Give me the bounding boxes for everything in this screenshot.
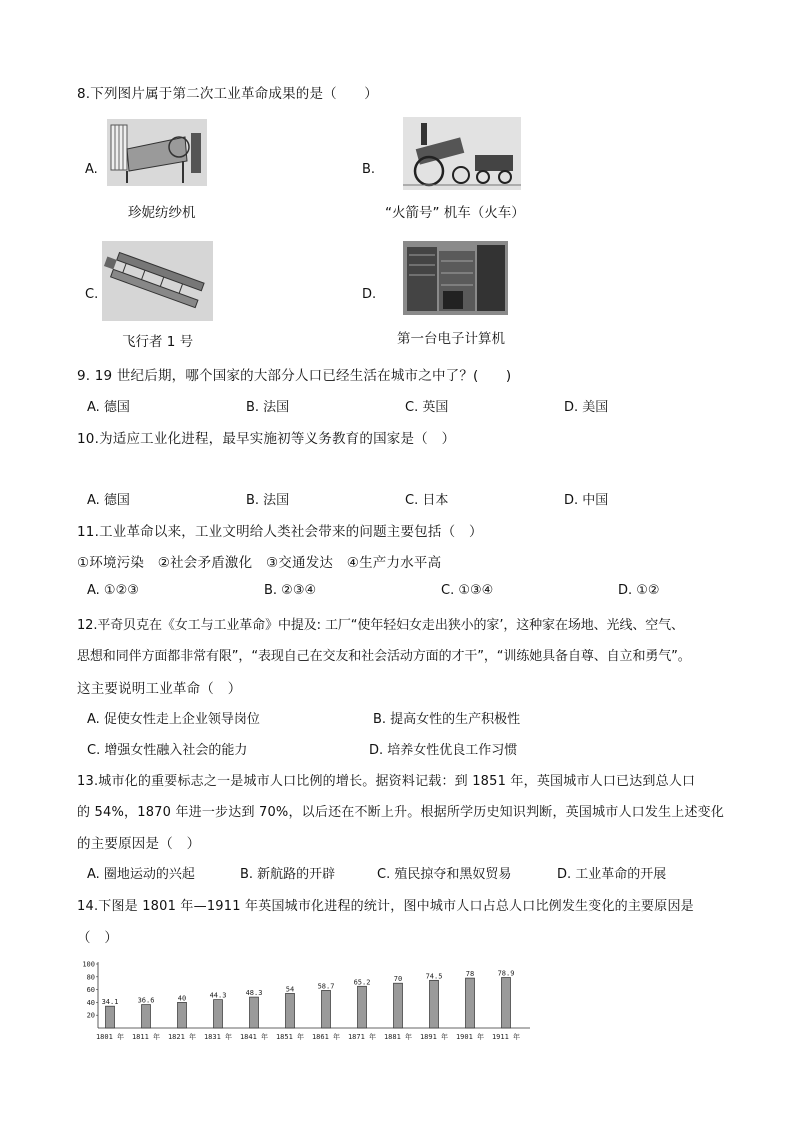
q10-stem: 10.为适应工业化进程，最早实施初等义务教育的国家是（ ） <box>77 431 456 447</box>
x-tick-label: 1811 年 <box>131 1033 161 1041</box>
q9-option-d: D. 美国 <box>564 400 609 415</box>
q13-option-d: D. 工业革命的开展 <box>557 867 667 882</box>
q13-option-b: B. 新航路的开辟 <box>240 867 336 882</box>
bar-value-label: 58.7 <box>317 982 335 991</box>
q11-option-b: B. ②③④ <box>264 583 317 598</box>
bar-value-label: 54 <box>285 985 295 994</box>
bar <box>178 1002 187 1028</box>
q12-option-c: C. 增强女性融入社会的能力 <box>87 743 248 758</box>
q12-option-b: B. 提高女性的生产积极性 <box>373 712 521 727</box>
q10-option-b: B. 法国 <box>246 493 290 508</box>
bar <box>142 1005 151 1028</box>
x-tick-label: 1871 年 <box>347 1033 377 1041</box>
q9-option-c: C. 英国 <box>405 400 449 415</box>
q8-option-a-letter: A. <box>85 162 98 177</box>
x-tick-label: 1801 年 <box>95 1033 125 1041</box>
q12-option-a: A. 促使女性走上企业领导岗位 <box>87 712 260 727</box>
q12-option-d: D. 培养女性优良工作习惯 <box>369 743 518 758</box>
bar-value-label: 65.2 <box>353 978 371 987</box>
q8-option-d-caption: 第一台电子计算机 <box>397 331 505 347</box>
q12-line-1: 12.平奇贝克在《女工与工业革命》中提及: 工厂“使年轻妇女走出狭小的家’，这种家在场地、光线、空气、 <box>77 618 684 633</box>
x-tick-label: 1901 年 <box>455 1033 485 1041</box>
x-tick-label: 1841 年 <box>239 1033 269 1041</box>
bar <box>322 990 331 1028</box>
eniac-computer-image <box>403 241 508 315</box>
q8-option-c-caption: 飞行者 1 号 <box>122 334 194 350</box>
q11-option-c: C. ①③④ <box>441 583 494 598</box>
x-tick-label: 1881 年 <box>383 1033 413 1041</box>
y-tick-label: 60 <box>86 986 95 995</box>
y-tick-label: 80 <box>86 973 95 982</box>
q10-option-c: C. 日本 <box>405 493 449 508</box>
q9-stem: 9. 19 世纪后期，哪个国家的大部分人口已经生活在城市之中了？( ) <box>77 368 512 384</box>
bar-value-label: 74.5 <box>425 972 443 981</box>
q14-line-2: （ ） <box>77 930 119 946</box>
q10-option-a: A. 德国 <box>87 493 130 508</box>
q11-option-a: A. ①②③ <box>87 583 139 598</box>
bar <box>358 986 367 1028</box>
q13-line-2: 的 54%，1870 年进一步达到 70%，以后还在不断上升。根据所学历史知识判断，英国城市人口发生上述变化 <box>77 805 725 820</box>
bar-value-label: 40 <box>177 994 187 1003</box>
q13-line-1: 13.城市化的重要标志之一是城市人口比例的增长。据资料记载：到 1851 年，英国城市人口已达到总人口 <box>77 774 696 789</box>
q11-items: ①环境污染 ②社会矛盾激化 ③交通发达 ④生产力水平高 <box>77 555 442 571</box>
q9-option-b: B. 法国 <box>246 400 290 415</box>
bar-value-label: 70 <box>393 975 403 984</box>
q13-option-c: C. 殖民掠夺和黑奴贸易 <box>377 867 512 882</box>
q9-option-a: A. 德国 <box>87 400 130 415</box>
bar <box>394 983 403 1028</box>
y-tick-label: 40 <box>86 998 95 1007</box>
q8-option-c-letter: C. <box>85 287 99 302</box>
bar-value-label: 36.6 <box>137 996 155 1005</box>
urbanization-bar-chart <box>78 958 540 1048</box>
bar <box>214 1000 223 1028</box>
x-tick-label: 1891 年 <box>419 1033 449 1041</box>
q8-option-b-caption: “火箭号” 机车（火车） <box>385 205 525 221</box>
q8-option-b-letter: B. <box>362 162 376 177</box>
q8-option-a-caption: 珍妮纺纱机 <box>128 205 196 221</box>
y-tick-label: 100 <box>82 960 95 969</box>
q8-option-d-letter: D. <box>362 287 377 302</box>
bar <box>250 997 259 1028</box>
bar-value-label: 78 <box>465 970 475 979</box>
bar-value-label: 78.9 <box>497 969 515 978</box>
q13-line-3: 的主要原因是（ ） <box>77 836 201 852</box>
q13-option-a: A. 圈地运动的兴起 <box>87 867 195 882</box>
y-tick-label: 20 <box>86 1011 95 1020</box>
q10-option-d: D. 中国 <box>564 493 609 508</box>
q12-line-3: 这主要说明工业革命（ ） <box>77 681 242 697</box>
x-tick-label: 1861 年 <box>311 1033 341 1041</box>
bar <box>286 993 295 1028</box>
wright-flyer-image <box>102 241 213 321</box>
x-tick-label: 1851 年 <box>275 1033 305 1041</box>
q8-stem: 8.下列图片属于第二次工业革命成果的是（ ） <box>77 86 378 102</box>
q14-line-1: 14.下图是 1801 年—1911 年英国城市化进程的统计，图中城市人口占总人口比例发生变化的主要原因是 <box>77 899 694 914</box>
x-tick-label: 1821 年 <box>167 1033 197 1041</box>
q11-option-d: D. ①② <box>618 583 660 598</box>
bar-value-label: 44.3 <box>209 991 227 1000</box>
bar <box>430 980 439 1028</box>
x-tick-label: 1911 年 <box>491 1033 521 1041</box>
q11-stem: 11.工业革命以来，工业文明给人类社会带来的问题主要包括（ ） <box>77 524 483 540</box>
x-tick-label: 1831 年 <box>203 1033 233 1041</box>
bar <box>106 1006 115 1028</box>
q12-line-2: 思想和同伴方面都非常有限”，“表现自己在交友和社会活动方面的才干”，“训练她具备自尊、自立和勇气”。 <box>77 649 691 664</box>
spinning-jenny-image <box>107 119 207 186</box>
bar-value-label: 34.1 <box>101 998 119 1007</box>
rocket-locomotive-image <box>403 117 521 190</box>
bar <box>466 978 475 1028</box>
bar <box>502 978 511 1028</box>
bar-value-label: 48.3 <box>245 989 263 998</box>
